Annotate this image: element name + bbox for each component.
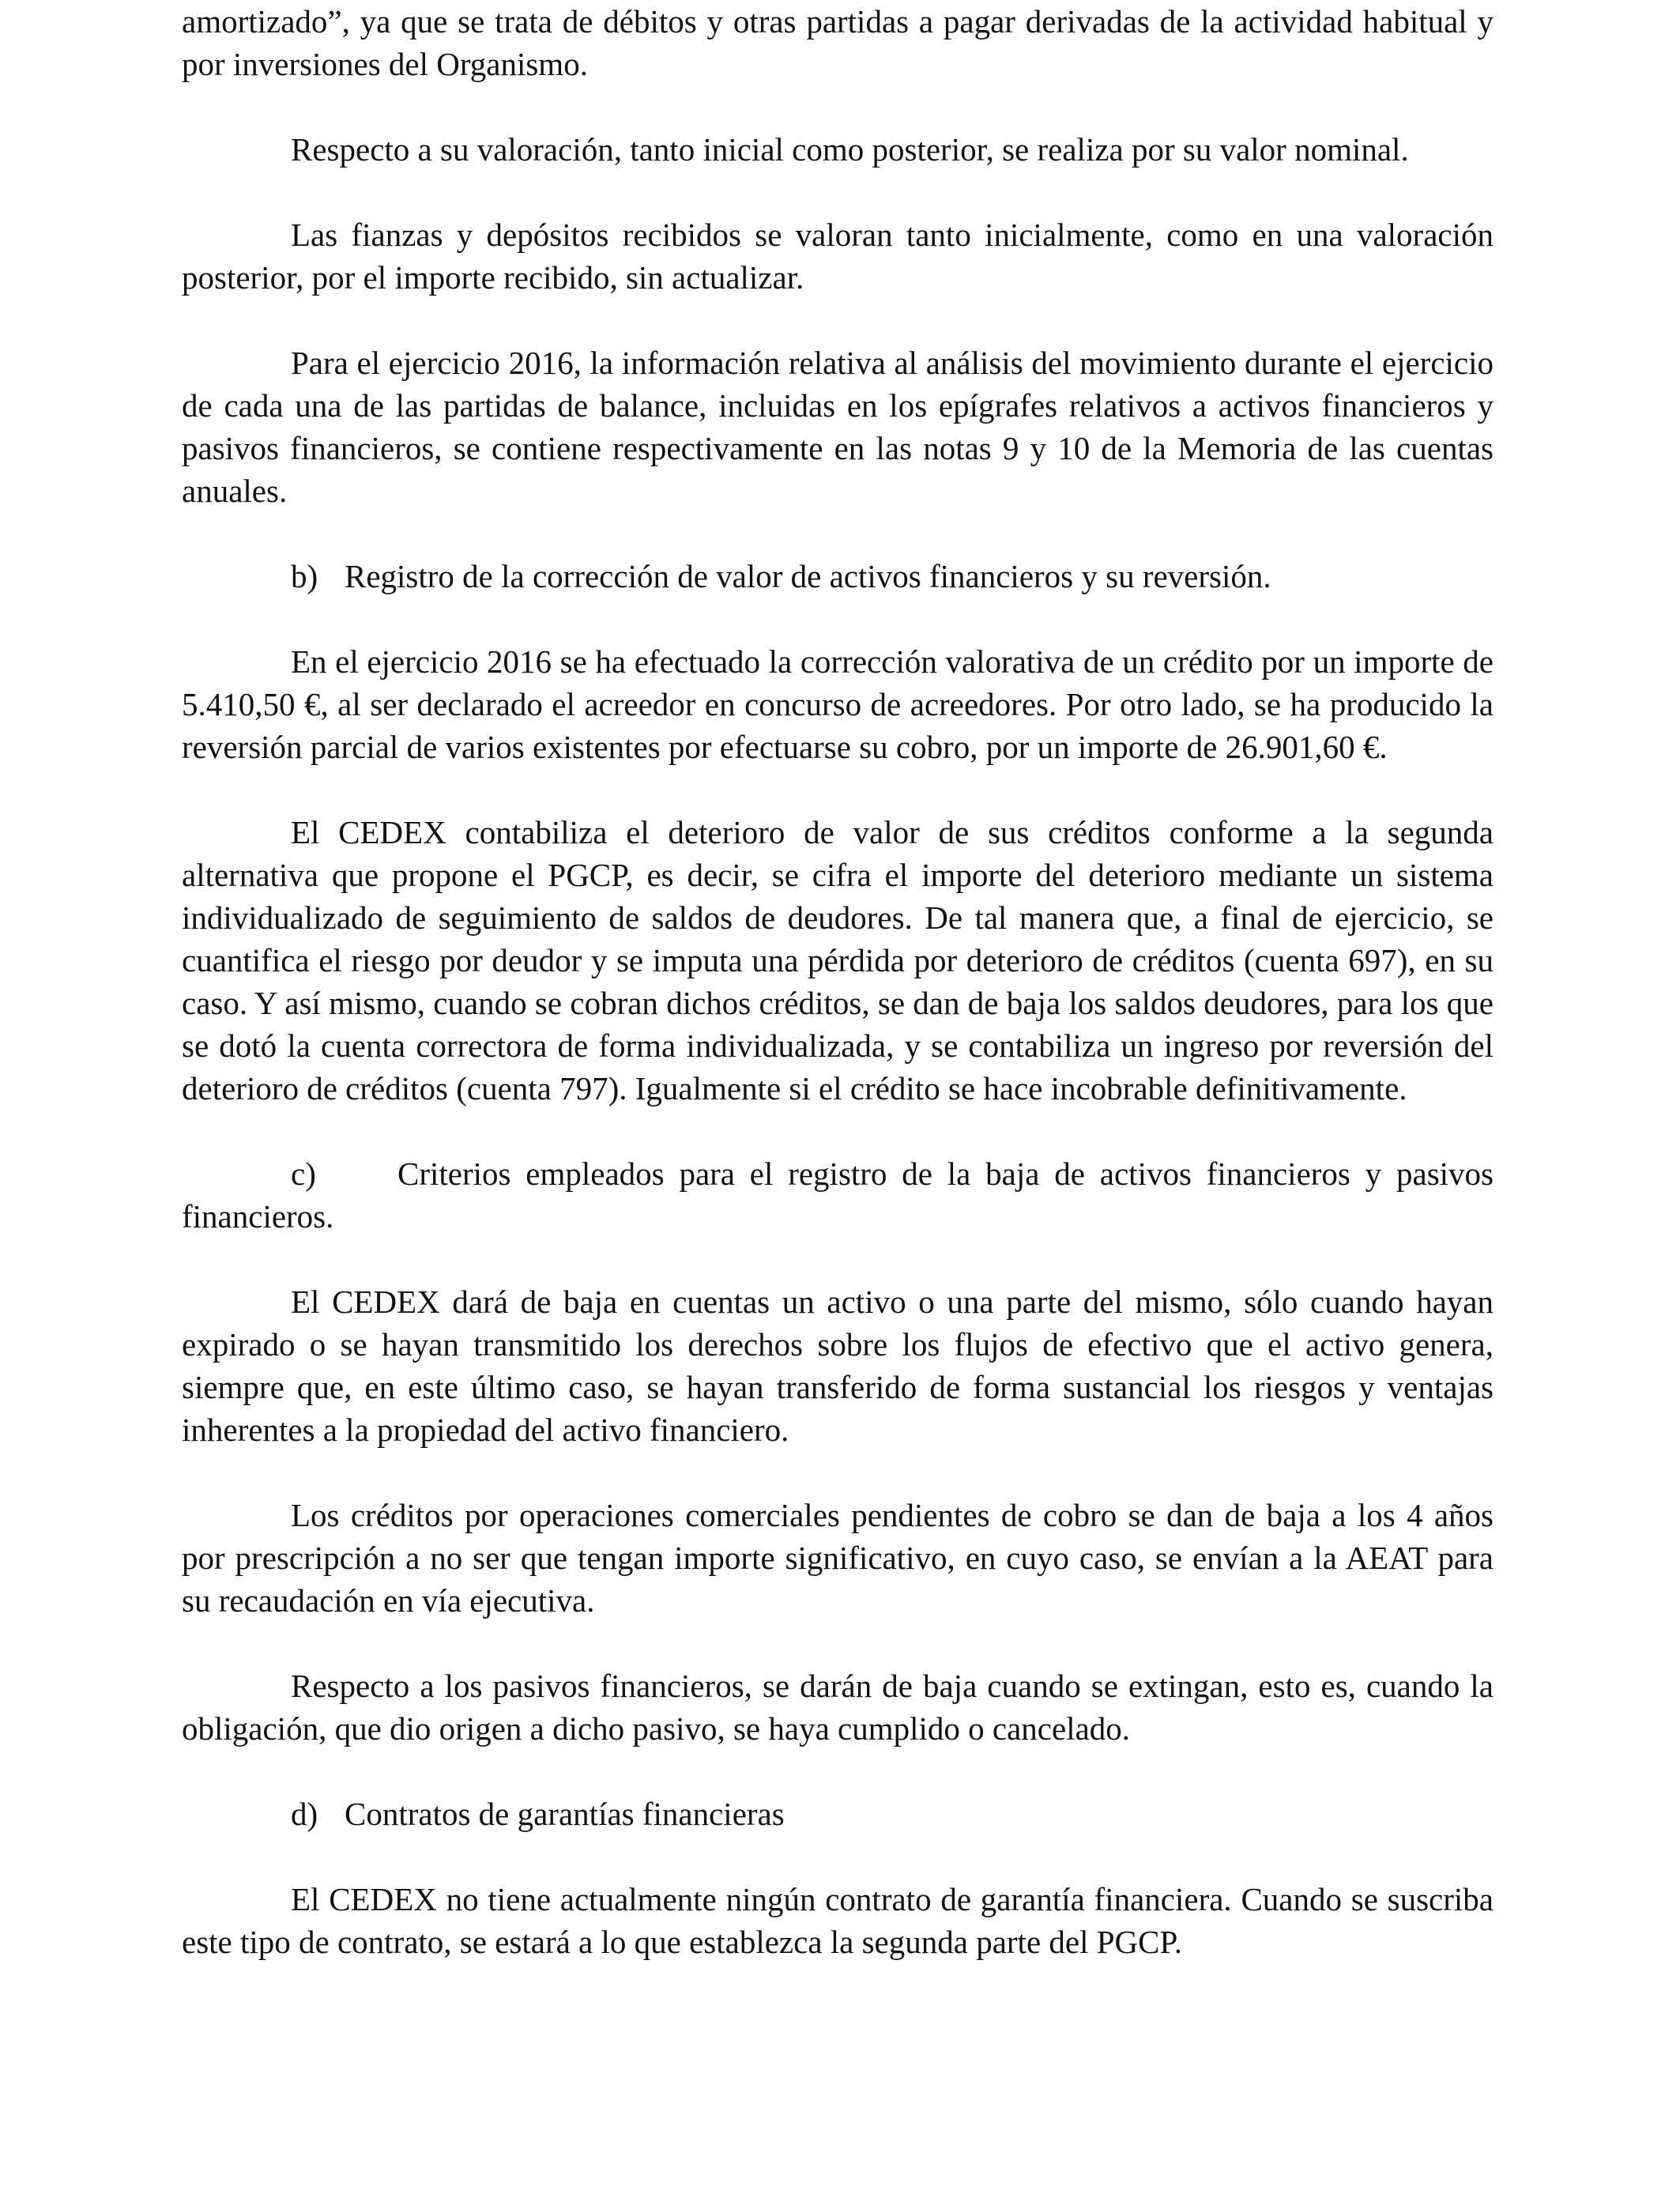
- paragraph-correccion-valorativa: En el ejercicio 2016 se ha efectuado la corrección valorativa de un crédito por un importe de 5.410,50 €, al ser declarado el acreedor en concurso de acreedores. Por otro lado, se ha producido la reversión parcial de varios existentes por efectuarse su cobro, por un importe de 26.901,60 €.: [182, 643, 1494, 765]
- paragraph-ejercicio-2016: Para el ejercicio 2016, la información relativa al análisis del movimiento durante el ejercicio de cada una de las partidas de balance, incluidas en los epígrafes relativos a activos financieros y pasivos financieros, se contiene respectivamente en las notas 9 y 10 de la Memoria de las cuentas anuales.: [182, 345, 1494, 509]
- section-heading-c: [182, 1152, 1494, 1238]
- paragraph-creditos-comerciales: Los créditos por operaciones comerciales pendientes de cobro se dan de baja a los 4 años por prescripción a no ser que tengan importe significativo, en cuyo caso, se envían a la AEAT para su recaudación en vía ejecutiva.: [182, 1497, 1494, 1619]
- paragraph-fianzas: Las fianzas y depósitos recibidos se valoran tanto inicialmente, como en una valoración posterior, por el importe recibido, sin actualizar.: [182, 217, 1494, 296]
- paragraph-valoracion: Respecto a su valoración, tanto inicial como posterior, se realiza por su valor nominal.: [291, 131, 1409, 168]
- document-page: [182, 0, 1494, 1963]
- paragraph-pasivos: Respecto a los pasivos financieros, se darán de baja cuando se extingan, esto es, cuando la obligación, que dio origen a dicho pasivo, se haya cumplido o cancelado.: [182, 1668, 1494, 1747]
- paragraph-baja-activos: El CEDEX dará de baja en cuentas un activo o una parte del mismo, sólo cuando hayan expirado o se hayan transmitido los derechos sobre los flujos de efectivo que el activo genera, siempre que, en este último caso, se hayan transferido de forma sustancial los riesgos y ventajas inherentes a la propiedad del activo financiero.: [182, 1284, 1494, 1448]
- section-title-d: Contratos de garantías financieras: [345, 1796, 785, 1832]
- section-marker-c: c): [291, 1155, 316, 1192]
- section-heading-b: [182, 555, 1494, 598]
- section-marker-b: b): [291, 558, 318, 594]
- section-heading-d: [182, 1793, 1494, 1835]
- section-title-c: Criterios empleados para el registro de la baja de activos financieros y pasivos financieros.: [182, 1155, 1494, 1235]
- section-marker-d: d): [291, 1796, 318, 1832]
- paragraph-continued: amortizado”, ya que se trata de débitos y otras partidas a pagar derivadas de la actividad habitual y por inversiones del Organismo.: [182, 3, 1494, 82]
- paragraph-deterioro: El CEDEX contabiliza el deterioro de valor de sus créditos conforme a la segunda alternativa que propone el PGCP, es decir, se cifra el importe del deterioro mediante un sistema individualizado de seguimiento de saldos de deudores. De tal manera que, a final de ejercicio, se cuantifica el riesgo por deudor y se imputa una pérdida por deterioro de créditos (cuenta 697), en su caso. Y así mismo, cuando se cobran dichos créditos, se dan de baja los saldos deudores, para los que se dotó la cuenta correctora de forma individualizada, y se contabiliza un ingreso por reversión del deterioro de créditos (cuenta 797). Igualmente si el crédito se hace incobrable definitivamente.: [182, 814, 1494, 1106]
- paragraph-garantias: El CEDEX no tiene actualmente ningún contrato de garantía financiera. Cuando se suscriba este tipo de contrato, se estará a lo que establezca la segunda parte del PGCP.: [182, 1881, 1494, 1960]
- section-title-b: Registro de la corrección de valor de activos financieros y su reversión.: [345, 558, 1271, 594]
